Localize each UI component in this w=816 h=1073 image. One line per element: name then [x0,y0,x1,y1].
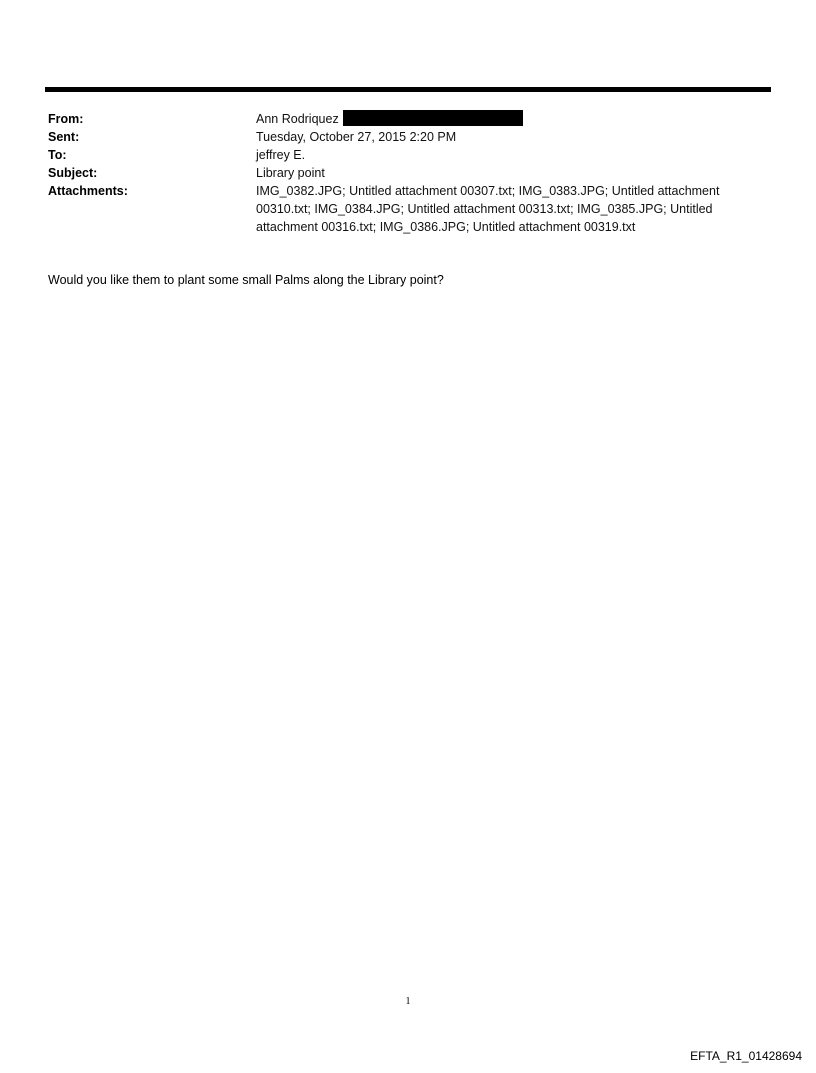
header-divider [45,87,771,92]
from-row [48,110,768,128]
sent-label: Sent: [48,130,80,144]
email-header [48,110,768,236]
to-value: jeffrey E. [256,148,306,162]
attachments-value: IMG_0382.JPG; Untitled attachment 00307.txt; IMG_0383.JPG; Untitled attachment 00310.txt; IMG_0384.JPG; Untitled attachment 00313.txt; IMG_0385.JPG; Untitled attachment 00316.txt; IMG_0386.JPG; Untitled attachment 00319.txt [256,184,720,234]
email-body: Would you like them to plant some small Palms along the Library point? [48,273,444,287]
redaction-bar [343,110,523,126]
page-number: 1 [405,996,411,1007]
sent-value: Tuesday, October 27, 2015 2:20 PM [256,130,457,144]
from-label: From: [48,112,84,126]
document-id: EFTA_R1_01428694 [690,1049,802,1063]
from-value: Ann Rodriquez [256,112,339,126]
subject-row [48,164,768,182]
subject-value: Library point [256,166,325,180]
sent-row [48,128,768,146]
to-row [48,146,768,164]
from-value-container [256,110,768,128]
attachments-label: Attachments: [48,184,128,198]
to-label: To: [48,148,67,162]
subject-label: Subject: [48,166,98,180]
attachments-row [48,182,768,236]
